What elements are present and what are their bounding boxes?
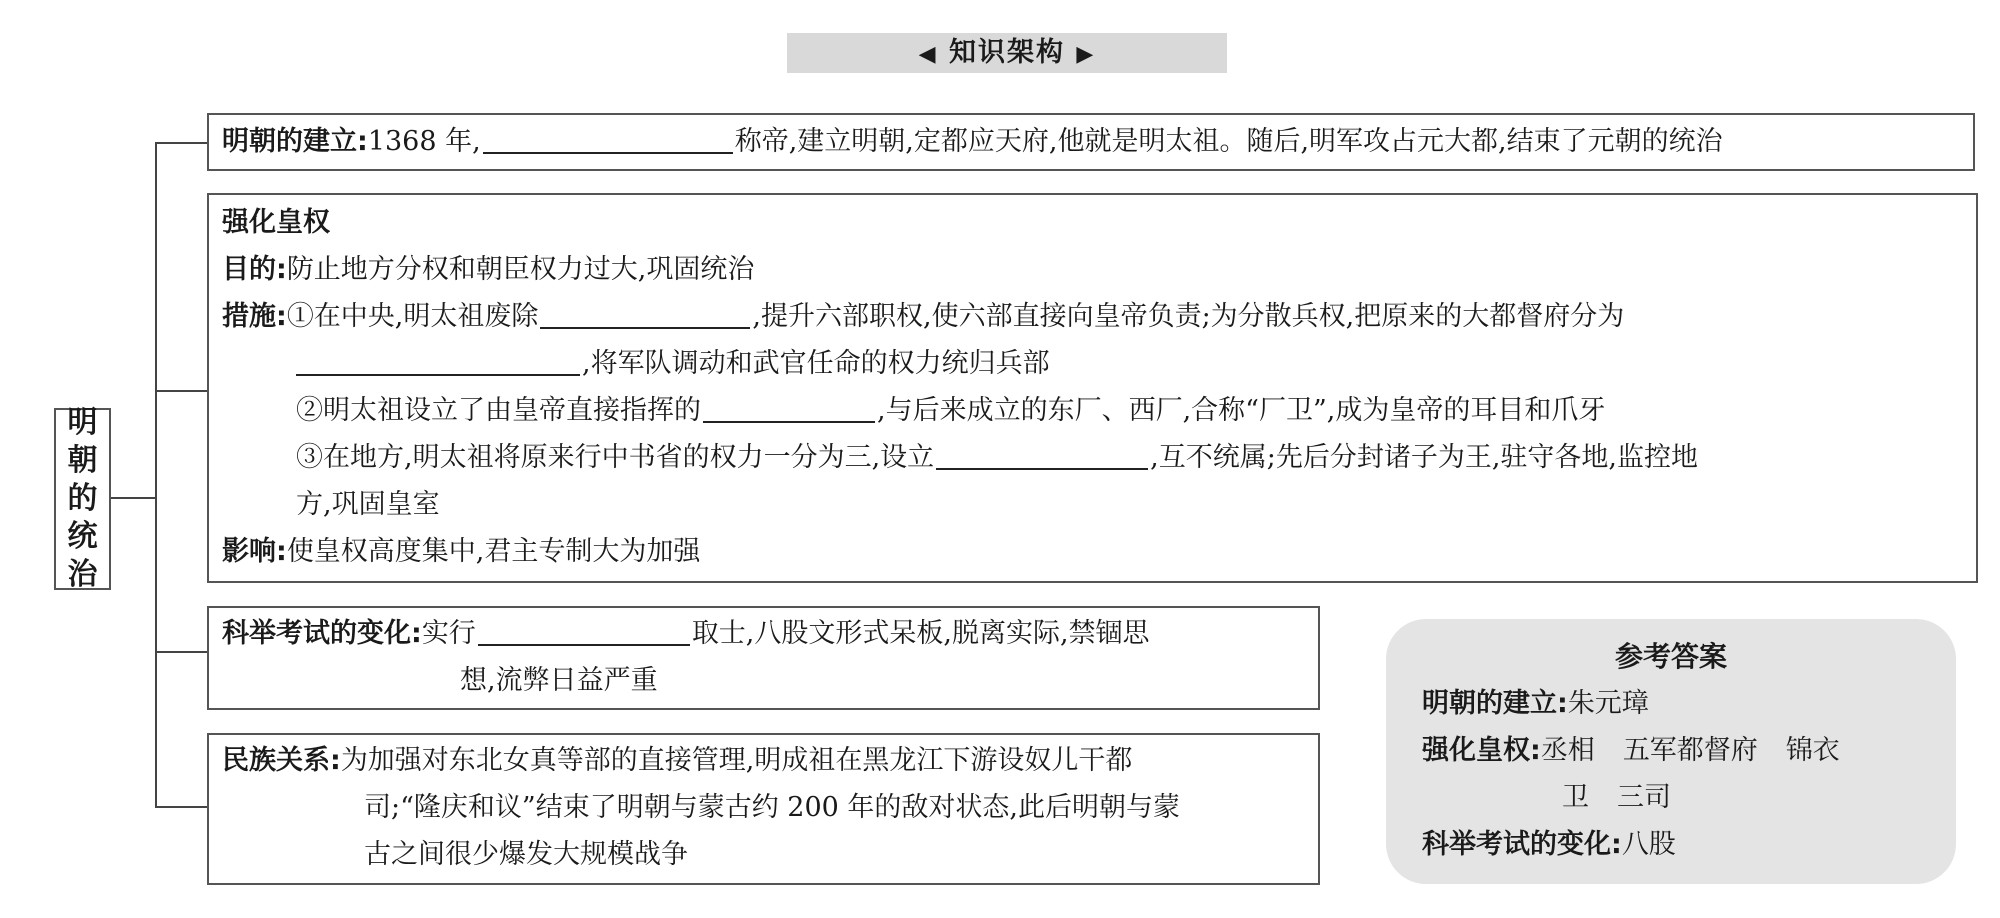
- answer-power-value-1: 丞相: [1540, 735, 1595, 766]
- purpose-label: 目的:: [222, 254, 287, 285]
- connector-branch-ethnic: [155, 806, 208, 808]
- answer-exam-value: 八股: [1621, 829, 1676, 860]
- answer-power-value-4: 卫: [1562, 782, 1589, 813]
- measure-1-text-c: ,将军队调动和武官任命的权力统归兵部: [582, 348, 1050, 379]
- answer-founding-value: 朱元璋: [1567, 688, 1649, 719]
- ethnic-line-1-text: 为加强对东北女真等部的直接管理,明成祖在黑龙江下游设奴儿干都: [340, 745, 1133, 776]
- power-purpose: [222, 246, 1966, 293]
- answer-founding: [1422, 680, 1920, 727]
- measure-1-text-b: ,提升六部职权,使六部直接向皇帝负责;为分散兵权,把原来的大都督府分为: [752, 301, 1625, 332]
- exam-text-b: 取士,八股文形式呆板,脱离实际,禁锢思: [691, 618, 1150, 649]
- exam-text-a: 实行: [421, 618, 476, 649]
- power-impact: [222, 528, 1966, 575]
- founding-label: 明朝的建立:: [222, 126, 368, 157]
- reference-answer-panel: [1386, 619, 1956, 884]
- answer-power-value-3: 锦衣: [1785, 735, 1840, 766]
- power-heading: 强化皇权: [222, 207, 330, 238]
- answer-power-value-2: 五军都督府: [1622, 735, 1758, 766]
- ethnic-box: [207, 733, 1320, 885]
- exam-line-1: [222, 610, 1308, 657]
- measure-2-text-b: ,与后来成立的东厂、西厂,合称“厂卫”,成为皇帝的耳目和爪牙: [877, 395, 1606, 426]
- measure-line-3b: 方,巩固皇室: [296, 489, 440, 520]
- purpose-text: 防止地方分权和朝臣权力过大,巩固统治: [286, 254, 755, 285]
- founding-text-b: 称帝,建立明朝,定都应天府,他就是明太祖。随后,明军攻占元大都,结束了元朝的统治: [734, 126, 1723, 157]
- exam-label: 科举考试的变化:: [222, 618, 422, 649]
- ethnic-line-3: 古之间很少爆发大规模战争: [364, 839, 688, 870]
- measure-line-1: [222, 293, 1966, 340]
- impact-label: 影响:: [222, 536, 287, 567]
- exam-box: [207, 606, 1320, 710]
- section-title-text: 知识架构: [949, 37, 1065, 68]
- answer-power-value-5: 三司: [1617, 782, 1671, 813]
- ethnic-line-2: 司;“隆庆和议”结束了明朝与蒙古约 200 年的敌对状态,此后明朝与蒙: [364, 792, 1180, 823]
- measure-2-text-a: ②明太祖设立了由皇帝直接指挥的: [296, 395, 701, 426]
- impact-text: 使皇权高度集中,君主专制大为加强: [286, 536, 701, 567]
- measure-2-blank[interactable]: [703, 391, 875, 423]
- left-triangle-icon: ◀: [918, 42, 938, 67]
- founding-box: [207, 113, 1975, 171]
- measure-1-text-a: ①在中央,明太祖废除: [286, 301, 539, 332]
- measure-line-3: [222, 434, 1966, 481]
- measure-3-text-a: ③在地方,明太祖将原来行中书省的权力一分为三,设立: [296, 442, 935, 473]
- measure-1-blank-1[interactable]: [540, 297, 750, 329]
- connector-branch-power: [155, 390, 208, 392]
- power-box: [207, 193, 1978, 583]
- exam-line-2: 想,流弊日益严重: [460, 665, 658, 696]
- connector-branch-founding: [155, 142, 208, 144]
- connector-branch-exam: [155, 651, 208, 653]
- connector-root-stub: [111, 497, 156, 499]
- answer-power-cont: [1422, 774, 1920, 821]
- measure-line-1b: [222, 340, 1966, 387]
- founding-line: [222, 115, 1963, 169]
- answer-heading: 参考答案: [1614, 640, 1727, 673]
- measure-1-blank-2[interactable]: [296, 344, 580, 376]
- measure-3-blank[interactable]: [936, 438, 1148, 470]
- ethnic-line-1: [222, 737, 1308, 784]
- founding-blank[interactable]: [483, 122, 733, 154]
- measure-line-2: [222, 387, 1966, 434]
- right-triangle-icon: ▶: [1076, 42, 1096, 67]
- exam-blank[interactable]: [478, 614, 690, 646]
- ethnic-label: 民族关系:: [222, 745, 341, 776]
- measures-label: 措施:: [222, 301, 287, 332]
- section-title: [787, 33, 1227, 73]
- answer-exam-label: 科举考试的变化:: [1422, 829, 1622, 860]
- measure-3-text-b: ,互不统属;先后分封诸子为王,驻守各地,监控地: [1150, 442, 1699, 473]
- answer-power-label: 强化皇权:: [1422, 735, 1541, 766]
- root-node-label: 明朝的统治: [67, 405, 98, 592]
- answer-founding-label: 明朝的建立:: [1422, 688, 1568, 719]
- founding-text-a: 1368 年,: [367, 126, 481, 157]
- root-node: [54, 405, 111, 592]
- connector-trunk: [155, 142, 157, 808]
- answer-power: [1422, 727, 1920, 774]
- answer-exam: [1422, 821, 1920, 868]
